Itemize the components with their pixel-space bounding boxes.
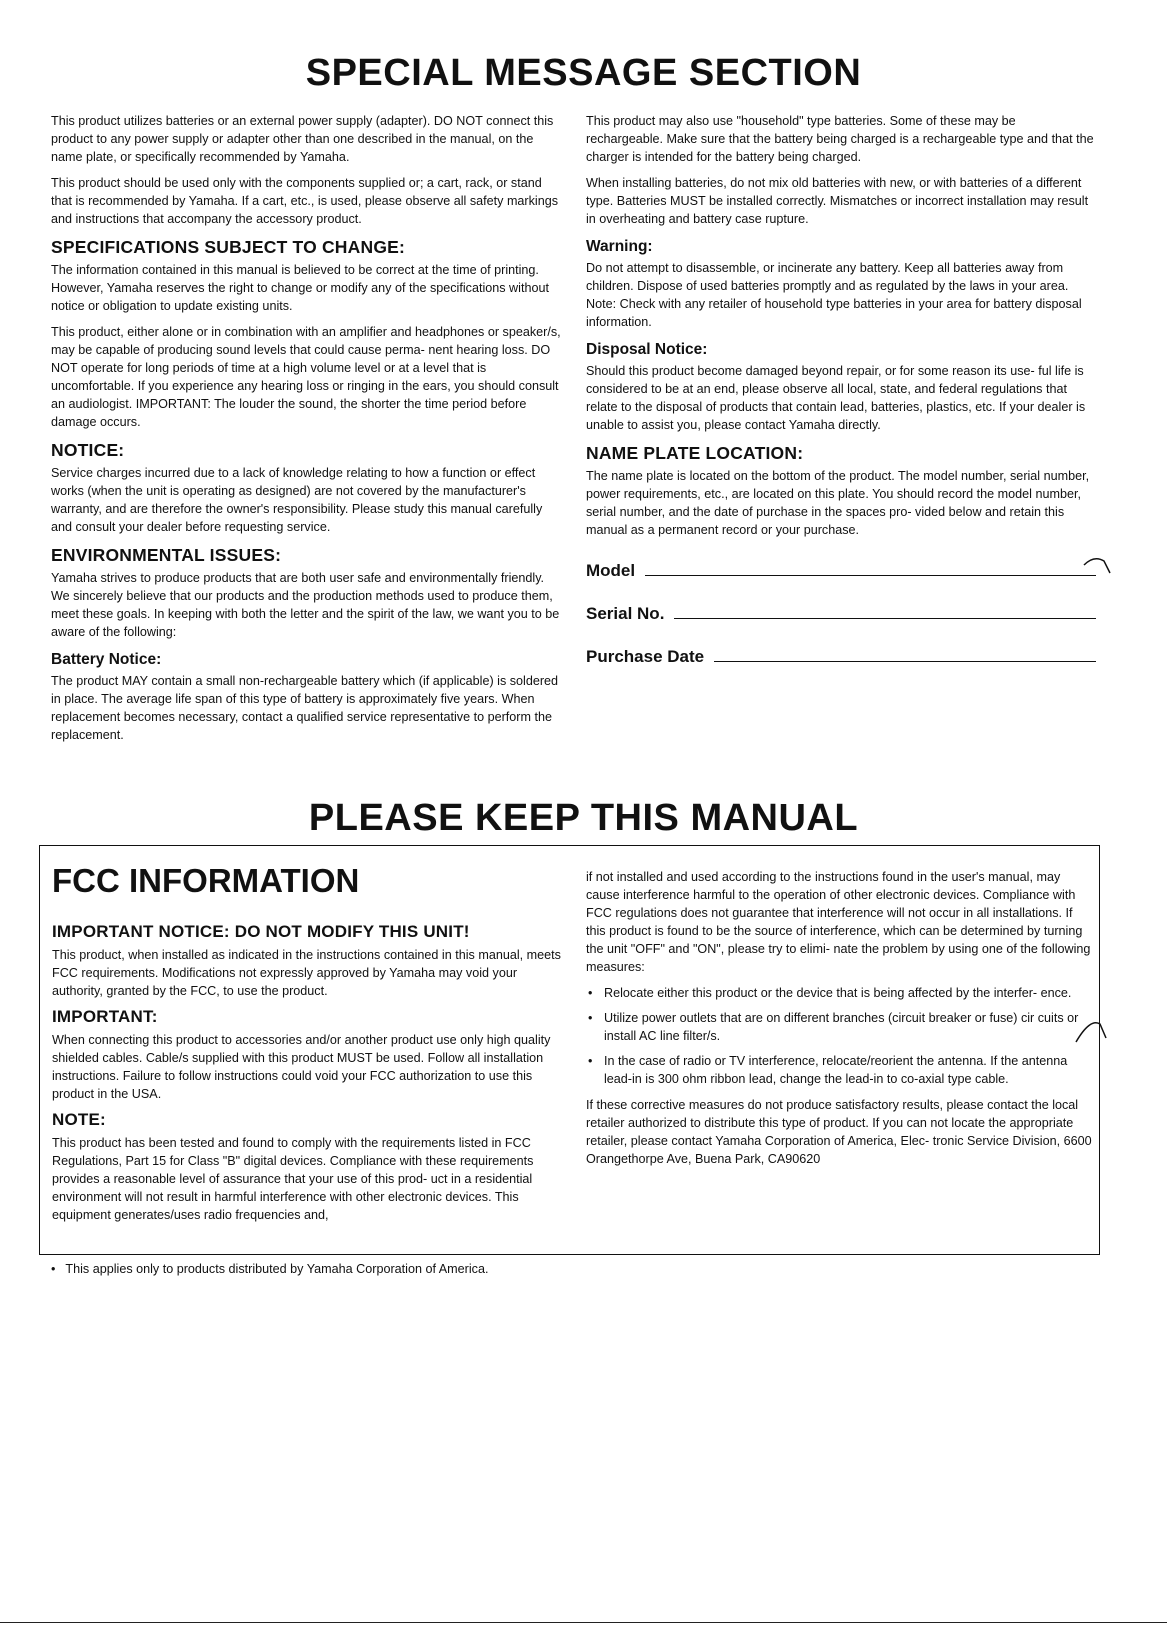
notice-paragraph: Service charges incurred due to a lack of knowledge relating to how a function or effect works (when the unit is operating as designed) are not covered by the manufacturer's warranty, and are therefore the owner's responsibility. Please study this manual carefully and consult your dealer before requesting service. (51, 466, 543, 534)
serial-label: Serial No. (586, 604, 665, 623)
fcc-information-box (39, 845, 1100, 1255)
fcc-title: FCC INFORMATION (52, 862, 360, 899)
modify-heading: IMPORTANT NOTICE: DO NOT MODIFY THIS UNIT! (52, 922, 470, 941)
purchase-date-line[interactable] (714, 647, 1096, 662)
important-heading: IMPORTANT: (52, 1007, 158, 1026)
name-plate-heading: NAME PLATE LOCATION: (586, 443, 804, 463)
model-field[interactable] (586, 561, 1096, 580)
special-message-title: SPECIAL MESSAGE SECTION (305, 52, 862, 94)
installing-paragraph: When installing batteries, do not mix old batteries with new, or with batteries of a different type. Batteries MUST be installed correctly. Mismatches or incorrect installation may result in overheating and battery case rupture. (586, 176, 1089, 226)
fcc-right-column (586, 868, 1092, 1176)
note-paragraph: This product has been tested and found to comply with the requirements listed in FCC Regulations, Part 15 for Class "B" digital devices. Compliance with these requirements provides a reasonable level of assurance that your use of this prod- uct in a residential environment will not result in harmful interference with other electronic devices. This equipment generates/uses radio frequencies and, (52, 1136, 534, 1222)
contact-paragraph: If these corrective measures do not produce satisfactory results, please contact the local retailer authorized to distribute this type of product. If you can not locate the appropriate retailer, please contact Yamaha Corporation of America, Elec- tronic Service Division, 6600 Orangethorpe Ave, Buena Park, CA90620 (586, 1098, 1092, 1166)
list-item: • In the case of radio or TV interference, relocate/reorient the antenna. If the antenna lead-in is 300 ohm ribbon lead, change the lead-in to co-axial type cable. (586, 1052, 1092, 1088)
specs-heading: SPECIFICATIONS SUBJECT TO CHANGE: (51, 237, 406, 257)
scan-hook-mark (1072, 1016, 1112, 1046)
warning-heading: Warning: (586, 238, 653, 255)
battery-notice-heading: Battery Notice: (51, 651, 162, 668)
cart-paragraph: This product should be used only with the components supplied or; a cart, rack, or stand that is recommended by Yamaha. If a cart, etc., is used, please observe all safety markings and instructions that accompany the accessory product. (51, 176, 559, 226)
battery-notice-paragraph: The product MAY contain a small non-rechargeable battery which (if applicable) is soldered in place. The average life span of this type of battery is approximately five years. When replacement becomes necessary, contact a qualified service representative to perform the replacement. (51, 674, 559, 742)
environmental-paragraph: Yamaha strives to produce products that are both user safe and environmentally friendly. We sincerely believe that our products and the production methods used to produce them, meet these goals. In keeping with both the letter and the spirit of the law, we want you to be aware of the following: (51, 571, 560, 639)
modify-paragraph: This product, when installed as indicated in the instructions contained in this manual, meets FCC requirements. Modifications not expressly approved by Yamaha may void your authority, granted by the FCC, to use the product. (52, 948, 561, 998)
serial-line[interactable] (674, 604, 1096, 619)
warning-paragraph: Do not attempt to disassemble, or incinerate any battery. Keep all batteries away from children. Dispose of used batteries promptly and as regulated by the laws in your area. Note: Check with any retailer of household type batteries in your area for battery disposal information. (586, 261, 1082, 329)
disposal-paragraph: Should this product become damaged beyond repair, or for some reason its use- ful life is considered to be at an end, please observe all local, state, and federal regulations that relate to the disposal of products that contain lead, batteries, plastics, etc. If your dealer is unable to assist you, please contact Yamaha directly. (586, 364, 1086, 432)
fcc-left-column (52, 917, 562, 1232)
record-fields (586, 561, 1096, 666)
measures-list (586, 984, 1092, 1088)
disposal-heading: Disposal Notice: (586, 341, 708, 358)
special-left-column (51, 112, 561, 752)
note-heading: NOTE: (52, 1110, 106, 1129)
interference-paragraph: if not installed and used according to the instructions found in the user's manual, may cause interference harmful to the operation of other electronic devices. Compliance with FCC regulations does not guarantee that interference will not occur in all installations. If this product is found to be the source of interference, which can be determined by turning the unit "OFF" and "ON", please try to elimi- nate the problem by using one of the following measures: (586, 870, 1091, 974)
important-paragraph: When connecting this product to accessories and/or another product use only high quality shielded cables. Cable/s supplied with this product MUST be used. Follow all installation instructions. Failure to follow instructions could void your FCC authorization to use this product in the USA. (52, 1033, 551, 1101)
adapter-paragraph: This product utilizes batteries or an external power supply (adapter). DO NOT connect this product to any power supply or adapter other than one described in the manual, on the name plate, or specifically recommended by Yamaha. (51, 114, 554, 164)
notice-heading: NOTICE: (51, 440, 125, 460)
environmental-heading: ENVIRONMENTAL ISSUES: (51, 545, 282, 565)
purchase-date-label: Purchase Date (586, 647, 705, 666)
household-paragraph: This product may also use "household" type batteries. Some of these may be rechargeable. Make sure that the battery being charged is a rechargeable type and that the charger is intended for the battery being charged. (586, 114, 1094, 164)
bottom-edge-rule (0, 1622, 1167, 1623)
model-label: Model (586, 561, 636, 580)
serial-field[interactable] (586, 604, 1096, 623)
special-right-column (586, 112, 1096, 690)
model-line[interactable] (645, 561, 1096, 576)
specs-paragraph: The information contained in this manual is believed to be correct at the time of printing. However, Yamaha reserves the right to change or modify any of the specifications without notice or obligation to update existing units. (51, 263, 549, 313)
list-item: • Relocate either this product or the device that is being affected by the interfer- ence. (586, 984, 1092, 1002)
purchase-date-field[interactable] (586, 647, 1096, 666)
hearing-paragraph: This product, either alone or in combination with an amplifier and headphones or speaker/s, may be capable of producing sound levels that could cause perma- nent hearing loss. DO NOT operate for long periods of time at a high volume level or at a level that is uncomfortable. If you experience any hearing loss or ringing in the ears, you should consult an audiologist. IMPORTANT: The louder the sound, the shorter the time period before damage occurs. (51, 325, 561, 429)
scan-curve-mark (1082, 553, 1112, 575)
list-item: • Utilize power outlets that are on different branches (circuit breaker or fuse) cir cuits or install AC line filter/s. (586, 1009, 1092, 1045)
keep-manual-title: PLEASE KEEP THIS MANUAL (308, 797, 859, 839)
name-plate-paragraph: The name plate is located on the bottom of the product. The model number, serial number, power requirements, etc., are located on this plate. You should record the model number, serial number, and the date of purchase in the spaces pro- vided below and retain this manual as a permanent record or your purchase. (586, 469, 1090, 537)
footnote: • This applies only to products distributed by Yamaha Corporation of America. (51, 1260, 488, 1278)
